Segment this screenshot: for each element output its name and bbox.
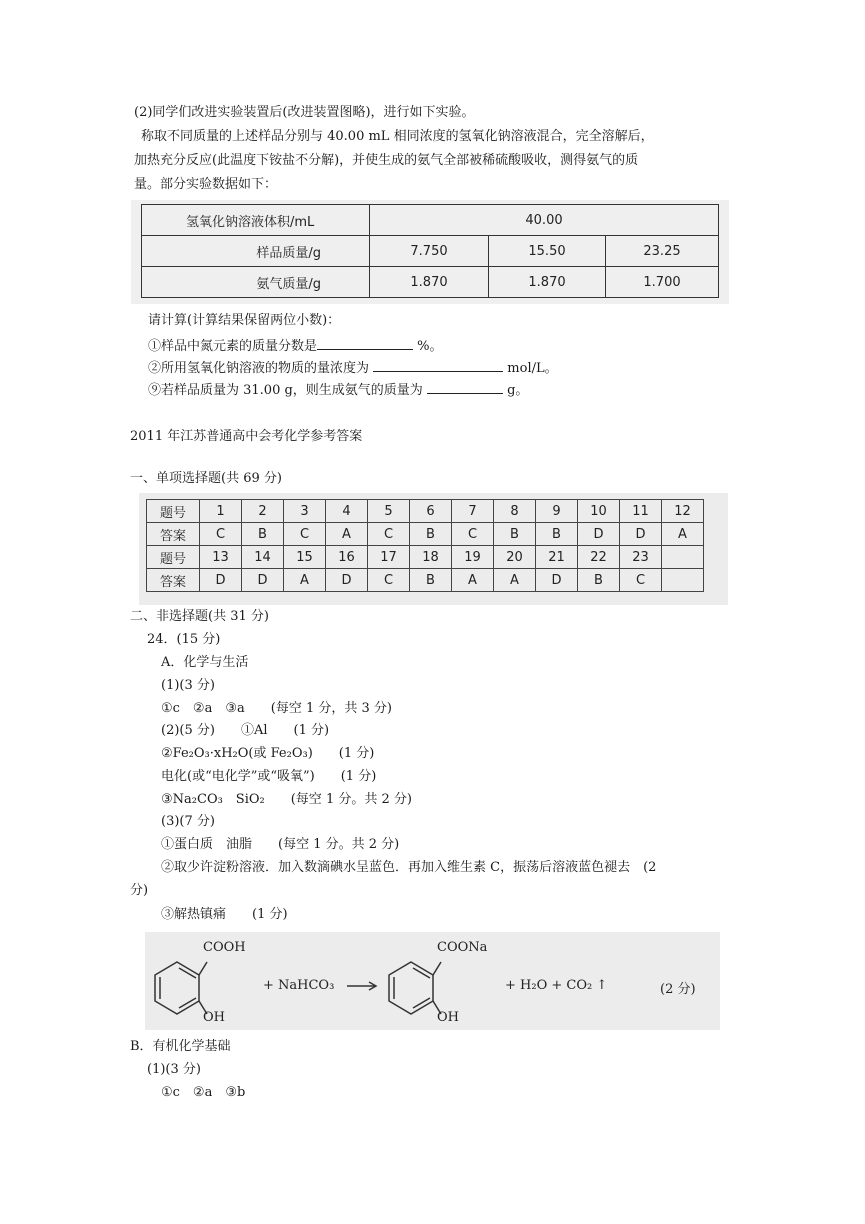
reaction-score: (2 分) (660, 982, 696, 997)
coona-group: COONa (437, 940, 488, 955)
question-number-label: 题号 (147, 546, 200, 569)
reaction-equation-image (145, 932, 720, 1030)
question-2-unit: mol/L。 (507, 361, 558, 376)
table-row: 答案 D D A D C B A A D B C (147, 569, 704, 592)
salicylic-acid-ring (155, 962, 199, 1014)
answer-blank-2 (373, 358, 503, 372)
table-row: 答案 C B C A C B C B B D D A (147, 523, 704, 546)
naoh-volume-value: 40.00 (370, 205, 719, 236)
oh-group-2: OH (437, 1010, 459, 1025)
question-1-text: ①样品中氮元素的质量分数是 (148, 339, 318, 354)
question-2-text: ②所用氢氧化钠溶液的物质的量浓度为 (148, 361, 370, 376)
sample-mass-3: 23.25 (606, 236, 719, 267)
ammonia-mass-2: 1.870 (489, 267, 606, 298)
part2-heading: (2)同学们改进实验装置后(改进装置图略)，进行如下实验。 (134, 105, 475, 120)
table-row: 题号 13 14 15 16 17 18 19 20 21 22 23 (147, 546, 704, 569)
part-a-3-answer-1: ①蛋白质 油脂 (每空 1 分。共 2 分) (161, 837, 400, 852)
question-3 (148, 380, 528, 400)
answer-table-image (139, 493, 728, 605)
part-b-1: (1)(3 分) (147, 1062, 201, 1077)
question-1 (148, 336, 443, 356)
answer-blank-1 (317, 336, 413, 350)
answer-blank-3 (427, 380, 503, 394)
part-a-title: A．化学与生活 (161, 655, 249, 670)
part-a-3-answer-2: ②取少许淀粉溶液．加入数滴碘水呈蓝色．再加入维生素 C，振荡后溶液蓝色褪去 (2 (161, 860, 657, 875)
part-b-1-answers: ①c ②a ③b (161, 1085, 246, 1100)
answer-label: 答案 (147, 569, 200, 592)
part-a-2-answer-4: ③Na₂CO₃ SiO₂ (每空 1 分。共 2 分) (161, 792, 412, 807)
question-2 (148, 358, 558, 378)
part-a-2-answer-3: 电化(或“电化学”或“吸氧”) (1 分) (161, 769, 377, 784)
oh-group-1: OH (203, 1010, 225, 1025)
answer-table (146, 499, 704, 592)
part-a-1-answers: ①c ②a ③a (每空 1 分，共 3 分) (161, 701, 392, 716)
table-row: 题号 1 2 3 4 5 6 7 8 9 10 11 12 (147, 500, 704, 523)
sodium-salicylate-ring (389, 962, 433, 1014)
part-a-3: (3)(7 分) (161, 814, 215, 829)
part-a-3-answer-2-cont: 分) (130, 883, 149, 898)
sample-mass-2: 15.50 (489, 236, 606, 267)
question-3-unit: g。 (507, 383, 529, 398)
sample-mass-1: 7.750 (370, 236, 489, 267)
section-2-heading: 二、非选择题(共 31 分) (130, 609, 269, 624)
ammonia-mass-3: 1.700 (606, 267, 719, 298)
procedure-line-3: 量。部分实验数据如下： (134, 177, 278, 192)
answer-label: 答案 (147, 523, 200, 546)
part-a-1: (1)(3 分) (161, 678, 215, 693)
naoh-volume-label: 氢氧化钠溶液体积/mL (142, 205, 370, 236)
part-a-2-answer-2: ②Fe₂O₃·xH₂O(或 Fe₂O₃) (1 分) (161, 746, 375, 761)
procedure-line-2: 加热充分反应(此温度下铵盐不分解)，并使生成的氨气全部被稀硫酸吸收，测得氨气的质 (134, 153, 639, 168)
part-a-2: (2)(5 分) ①Al (1 分) (161, 723, 330, 738)
answer-key-title: 2011 年江苏普通高中会考化学参考答案 (130, 429, 363, 444)
question-24-heading: 24．(15 分) (147, 632, 221, 647)
reaction-products: + H₂O + CO₂ ↑ (505, 978, 608, 993)
reagent-nahco3: + NaHCO₃ (263, 978, 335, 993)
question-3-text: ⑨若样品质量为 31.00 g，则生成氨气的质量为 (148, 383, 423, 398)
calculation-intro: 请计算(计算结果保留两位小数)： (148, 313, 341, 328)
part-b-title: B．有机化学基础 (130, 1039, 231, 1054)
ammonia-mass-1: 1.870 (370, 267, 489, 298)
sample-mass-label: 样品质量/g (202, 236, 370, 267)
procedure-line-1: 称取不同质量的上述样品分别与 40.00 mL 相同浓度的氢氧化钠溶液混合，完全溶解后， (141, 129, 654, 144)
ammonia-mass-label: 氨气质量/g (202, 267, 370, 298)
cooh-group: COOH (203, 940, 246, 955)
question-number-label: 题号 (147, 500, 200, 523)
question-1-unit: %。 (417, 339, 443, 354)
section-1-heading: 一、单项选择题(共 69 分) (130, 471, 282, 486)
experiment-data-table (141, 204, 719, 298)
experiment-data-table-image (131, 200, 729, 304)
part-a-3-answer-3: ③解热镇痛 (1 分) (161, 907, 288, 922)
